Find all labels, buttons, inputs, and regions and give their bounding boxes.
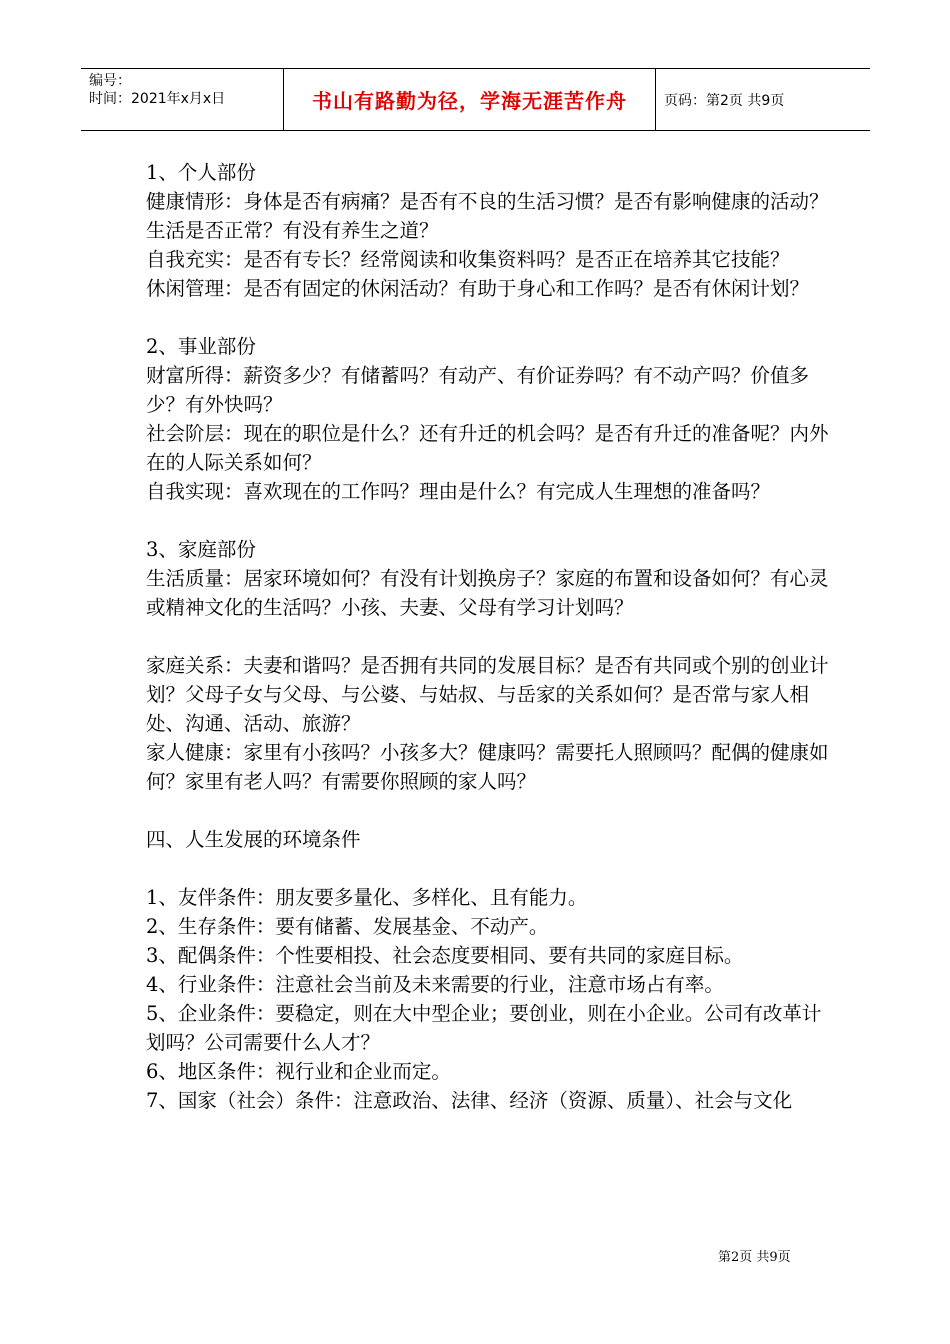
- paragraph: 1、友伴条件：朋友要多量化、多样化、且有能力。: [146, 886, 588, 909]
- paragraph: 3、配偶条件：个性要相投、社会态度要相同、要有共同的家庭目标。: [146, 944, 744, 967]
- page-footer: 第2页 共9页: [718, 1250, 791, 1265]
- paragraph-gap: [146, 303, 836, 332]
- paragraph: 社会阶层：现在的职位是什么？还有升迁的机会吗？是否有升迁的准备呢？内外在的人际关系如何？: [146, 422, 829, 474]
- paragraph: 健康情形：身体是否有病痛？是否有不良的生活习惯？是否有影响健康的活动？生活是否正常？有没有养生之道？: [146, 190, 829, 242]
- time-label: 时间：2021年x月x日: [89, 91, 226, 107]
- paragraph: 7、国家（社会）条件：注意政治、法律、经济（资源、质量）、社会与文化: [146, 1089, 793, 1112]
- paragraph: 2、事业部份: [146, 335, 256, 358]
- paragraph-gap: [146, 622, 836, 651]
- document-body: [146, 158, 836, 1115]
- paragraph: 家庭关系：夫妻和谐吗？是否拥有共同的发展目标？是否有共同或个别的创业计划？父母子女与父母、与公婆、与姑叔、与岳家的关系如何？是否常与家人相处、沟通、活动、旅游？: [146, 654, 829, 735]
- paragraph: 休闲管理：是否有固定的休闲活动？有助于身心和工作吗？是否有休闲计划？: [146, 277, 810, 300]
- paragraph-gap: [146, 506, 836, 535]
- paragraph-gap: [146, 796, 836, 825]
- paragraph-gap: [146, 854, 836, 883]
- paragraph: 家人健康：家里有小孩吗？小孩多大？健康吗？需要托人照顾吗？配偶的健康如何？家里有老人吗？有需要你照顾的家人吗？: [146, 741, 829, 793]
- paragraph: 财富所得：薪资多少？有储蓄吗？有动产、有价证券吗？有不动产吗？价值多少？有外快吗？: [146, 364, 810, 416]
- header-meta: [81, 69, 284, 130]
- page-header: [81, 68, 870, 131]
- paragraph: 自我实现：喜欢现在的工作吗？理由是什么？有完成人生理想的准备吗？: [146, 480, 771, 503]
- paragraph: 四、人生发展的环境条件: [146, 828, 361, 851]
- paragraph: 自我充实：是否有专长？经常阅读和收集资料吗？是否正在培养其它技能？: [146, 248, 790, 271]
- paragraph: 3、家庭部份: [146, 538, 256, 561]
- paragraph: 4、行业条件：注意社会当前及未来需要的行业，注意市场占有率。: [146, 973, 724, 996]
- paragraph: 1、个人部份: [146, 161, 256, 184]
- paragraph: 生活质量：居家环境如何？有没有计划换房子？家庭的布置和设备如何？有心灵或精神文化的生活吗？小孩、夫妻、父母有学习计划吗？: [146, 567, 829, 619]
- paragraph: 5、企业条件：要稳定，则在大中型企业；要创业，则在小企业。公司有改革计划吗？公司需要什么人才？: [146, 1002, 822, 1054]
- header-motto: 书山有路勤为径，学海无涯苦作舟: [284, 69, 656, 130]
- paragraph: 6、地区条件：视行业和企业而定。: [146, 1060, 451, 1083]
- paragraph: 2、生存条件：要有储蓄、发展基金、不动产。: [146, 915, 549, 938]
- header-page-code: 页码：第2页 共9页: [664, 92, 785, 109]
- number-label: 编号：: [89, 73, 131, 89]
